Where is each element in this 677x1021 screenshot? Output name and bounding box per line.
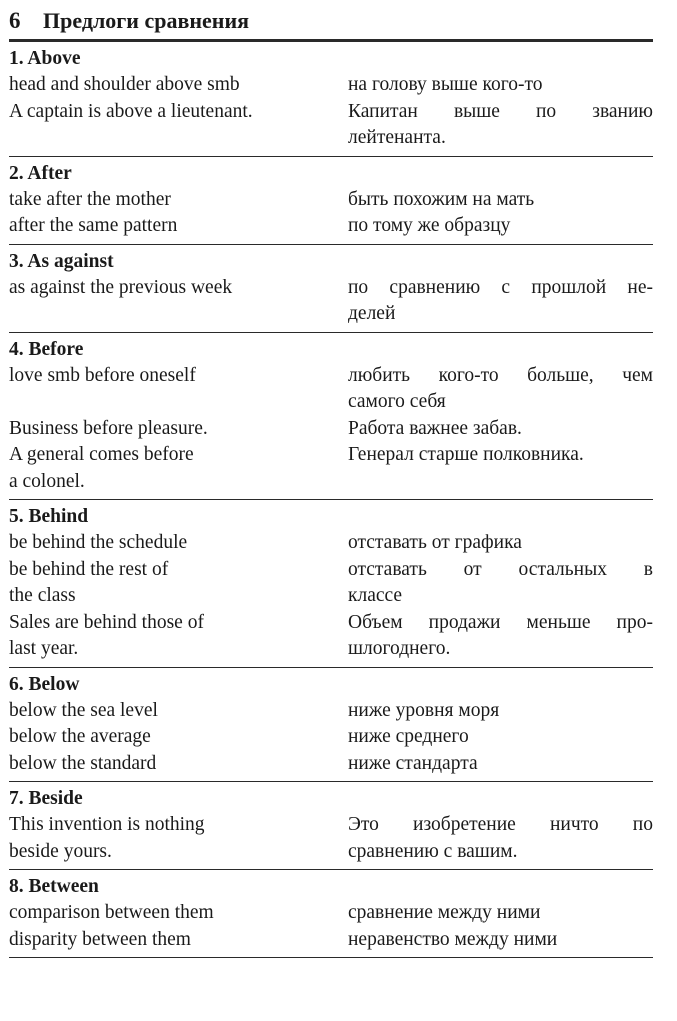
entry-row — [9, 900, 653, 927]
english-line: disparity between them — [9, 928, 191, 950]
entry-row — [9, 530, 653, 557]
english-line: love smb before oneself — [9, 364, 196, 386]
english-phrase — [9, 812, 348, 865]
english-line: Business before pleasure. — [9, 417, 208, 439]
russian-line: Работа важнее забав. — [348, 417, 522, 439]
english-phrase — [9, 557, 348, 610]
entry-row — [9, 927, 653, 954]
russian-line: ниже уровня моря — [348, 699, 500, 721]
entry-row — [9, 275, 653, 328]
entry-row — [9, 213, 653, 240]
entry-row — [9, 751, 653, 778]
russian-line: отставать от остальных в — [348, 558, 653, 580]
russian-translation — [348, 724, 653, 751]
section — [9, 42, 653, 157]
english-line: head and shoulder above smb — [9, 74, 240, 95]
section — [9, 870, 653, 958]
russian-line: любить кого-то больше, чем — [348, 364, 653, 386]
russian-translation — [348, 72, 653, 99]
entry-row — [9, 610, 653, 663]
section-title: 7. Beside — [9, 788, 83, 809]
english-line: the class — [9, 585, 76, 606]
english-line: Sales are behind those of — [9, 611, 204, 633]
russian-line: отставать от графика — [348, 532, 522, 553]
entry-row — [9, 698, 653, 725]
entry-row — [9, 72, 653, 99]
english-line: comparison between them — [9, 902, 214, 923]
english-phrase — [9, 187, 348, 214]
russian-line: сравнение между ними — [348, 902, 541, 923]
entry-row — [9, 99, 653, 152]
english-phrase — [9, 900, 348, 927]
russian-line: ниже стандарта — [348, 752, 478, 774]
russian-translation — [348, 99, 653, 152]
russian-translation — [348, 557, 653, 610]
chapter-title: Предлоги сравнения — [43, 8, 250, 33]
section — [9, 245, 653, 333]
english-line: A captain is above a lieutenant. — [9, 100, 253, 122]
english-line: be behind the schedule — [9, 532, 188, 553]
russian-translation — [348, 275, 653, 328]
section — [9, 668, 653, 783]
entry-row — [9, 812, 653, 865]
english-line: a colonel. — [9, 470, 85, 492]
russian-translation — [348, 363, 653, 416]
english-phrase — [9, 99, 348, 152]
chapter-number: 6 — [9, 8, 21, 33]
english-phrase — [9, 724, 348, 751]
entry-row — [9, 557, 653, 610]
russian-line: Генерал старше полковника. — [348, 444, 584, 465]
russian-line: Объем продажи меньше про- — [348, 611, 653, 633]
section — [9, 157, 653, 245]
english-line: below the sea level — [9, 699, 158, 721]
english-phrase — [9, 442, 348, 495]
english-phrase — [9, 927, 348, 954]
entry-row — [9, 724, 653, 751]
english-line: beside yours. — [9, 840, 112, 862]
english-phrase — [9, 213, 348, 240]
russian-line: быть похожим на мать — [348, 188, 535, 210]
section-title: 5. Behind — [9, 506, 89, 527]
russian-line: Это изобретение ничто по — [348, 814, 653, 835]
english-line: below the average — [9, 726, 151, 747]
russian-translation — [348, 751, 653, 778]
english-phrase — [9, 72, 348, 99]
russian-translation — [348, 927, 653, 954]
sections-list — [9, 42, 653, 958]
russian-translation — [348, 187, 653, 214]
section-title: 2. After — [9, 162, 72, 184]
chapter-header — [9, 8, 653, 42]
english-phrase — [9, 275, 348, 328]
russian-line: лейтенанта. — [348, 127, 446, 148]
russian-line: по сравнению с прошлой не- — [348, 276, 653, 298]
section-title: 8. Between — [9, 876, 99, 897]
russian-line: ниже среднего — [348, 726, 469, 747]
english-line: take after the mother — [9, 188, 171, 210]
russian-translation — [348, 416, 653, 443]
english-line: A general comes before — [9, 444, 194, 465]
entry-row — [9, 187, 653, 214]
section-title: 3. As against — [9, 250, 114, 272]
russian-translation — [348, 812, 653, 865]
russian-line: по тому же образцу — [348, 215, 511, 236]
russian-line: классе — [348, 585, 403, 606]
english-phrase — [9, 530, 348, 557]
english-line: below the standard — [9, 752, 157, 774]
russian-translation — [348, 900, 653, 927]
section-title: 6. Below — [9, 673, 80, 695]
russian-translation — [348, 442, 653, 495]
english-line: This invention is nothing — [9, 814, 205, 835]
english-phrase — [9, 363, 348, 416]
russian-line: самого себя — [348, 391, 446, 412]
russian-line: на голову выше кого-то — [348, 74, 543, 95]
russian-line: шлогоднего. — [348, 638, 451, 659]
section — [9, 782, 653, 870]
section — [9, 500, 653, 668]
english-line: be behind the rest of — [9, 558, 169, 580]
russian-line: сравнению с вашим. — [348, 840, 518, 862]
russian-translation — [348, 213, 653, 240]
english-line: after the same pattern — [9, 215, 178, 236]
entry-row — [9, 363, 653, 416]
english-line: as against the previous week — [9, 276, 233, 298]
russian-translation — [348, 530, 653, 557]
russian-translation — [348, 698, 653, 725]
russian-line: неравенство между ними — [348, 928, 558, 950]
russian-line: Капитан выше по званию — [348, 100, 653, 122]
english-phrase — [9, 416, 348, 443]
english-phrase — [9, 751, 348, 778]
russian-line: делей — [348, 303, 396, 324]
english-phrase — [9, 698, 348, 725]
section-title: 1. Above — [9, 48, 81, 69]
section-title: 4. Before — [9, 338, 84, 360]
entry-row — [9, 416, 653, 443]
entry-row — [9, 442, 653, 495]
section — [9, 333, 653, 501]
english-phrase — [9, 610, 348, 663]
russian-translation — [348, 610, 653, 663]
english-line: last year. — [9, 638, 79, 659]
